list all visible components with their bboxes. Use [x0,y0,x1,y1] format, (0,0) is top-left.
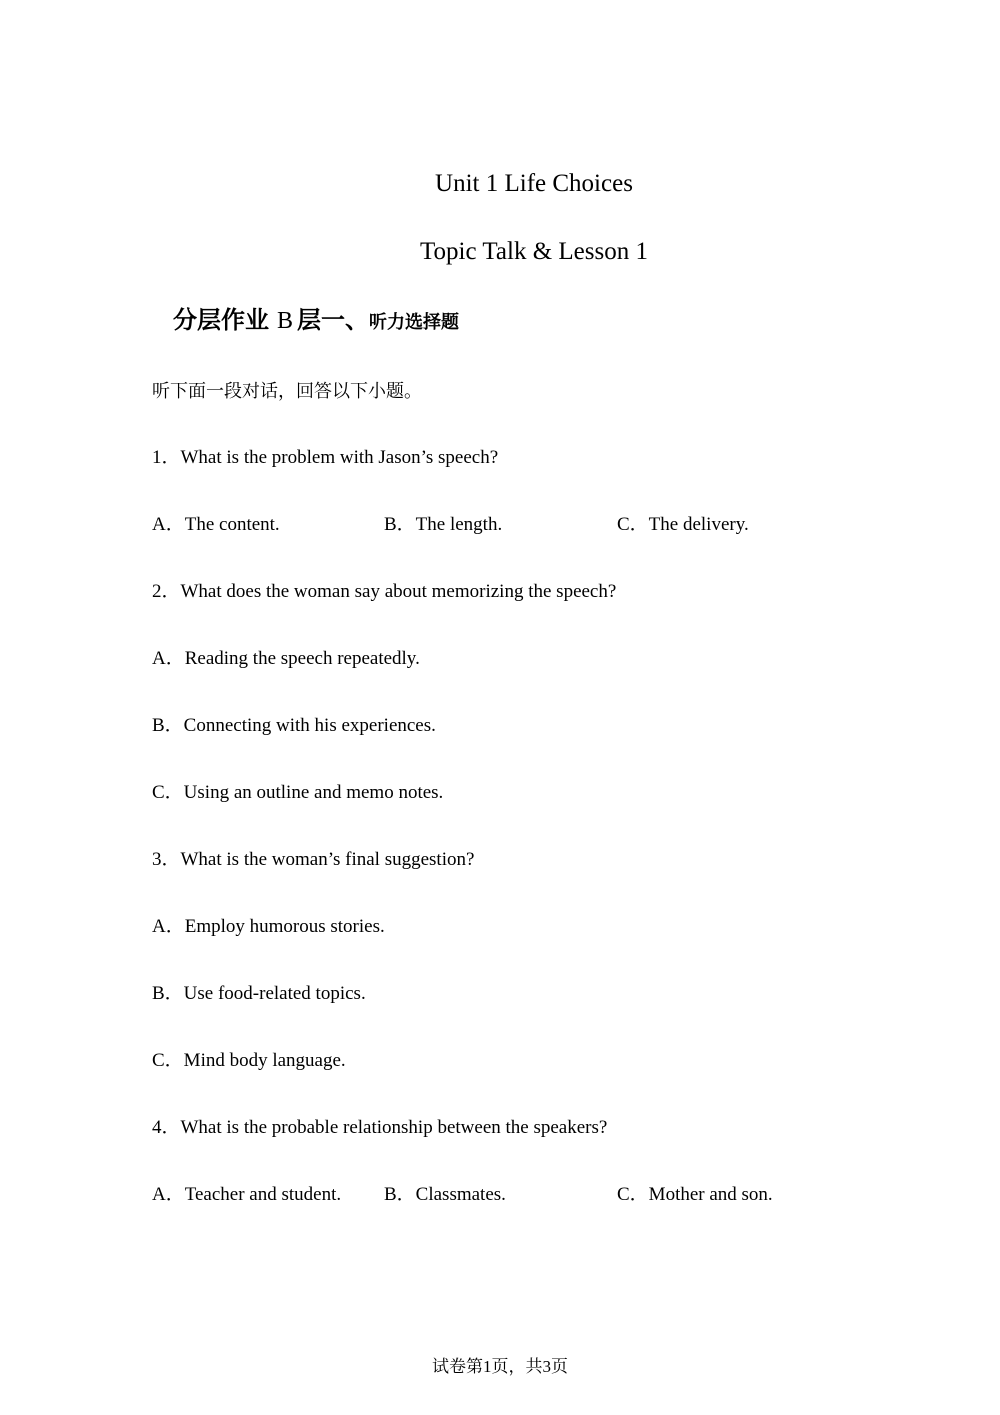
page-footer [0,1356,1000,1378]
question-2-option-a: A．Reading the speech repeatedly. [152,648,420,669]
footer-suffix: 页 [551,1357,568,1377]
heading-part4: 听力选择题 [369,312,460,333]
lesson-title: Topic Talk & Lesson 1 [420,238,648,265]
footer-page-number: 1 [483,1357,492,1376]
section-heading [173,305,459,338]
question-2-stem: 2．What does the woman say about memorizing the speech? [152,581,617,602]
footer-middle: 页，共 [491,1357,543,1377]
question-3-option-a: A．Employ humorous stories. [152,916,385,937]
question-4-stem: 4．What is the probable relationship between the speakers? [152,1117,608,1138]
question-2-option-c: C．Using an outline and memo notes. [152,782,444,803]
question-4-option-c: C．Mother and son. [617,1184,773,1205]
question-3-option-b: B．Use food-related topics. [152,983,366,1004]
question-1-option-b: B．The length. [384,514,503,535]
question-3-option-c: C．Mind body language. [152,1050,346,1071]
heading-level: B [277,308,294,334]
heading-part1: 分层作业 [173,306,269,334]
question-1-option-c: C．The delivery. [617,514,749,535]
unit-title: Unit 1 Life Choices [435,170,633,197]
question-2-option-b: B．Connecting with his experiences. [152,715,436,736]
question-1-stem: 1．What is the problem with Jason’s speech? [152,447,499,468]
question-4-option-b: B．Classmates. [384,1184,506,1205]
question-3-stem: 3．What is the woman’s final suggestion? [152,849,475,870]
question-1-option-a: A．The content. [152,514,280,535]
instruction-text: 听下面一段对话，回答以下小题。 [152,381,422,402]
question-4-option-a: A．Teacher and student. [152,1184,342,1205]
footer-total-pages: 3 [542,1357,551,1376]
footer-prefix: 试卷第 [432,1357,483,1377]
heading-part3: 层一、 [297,306,370,334]
